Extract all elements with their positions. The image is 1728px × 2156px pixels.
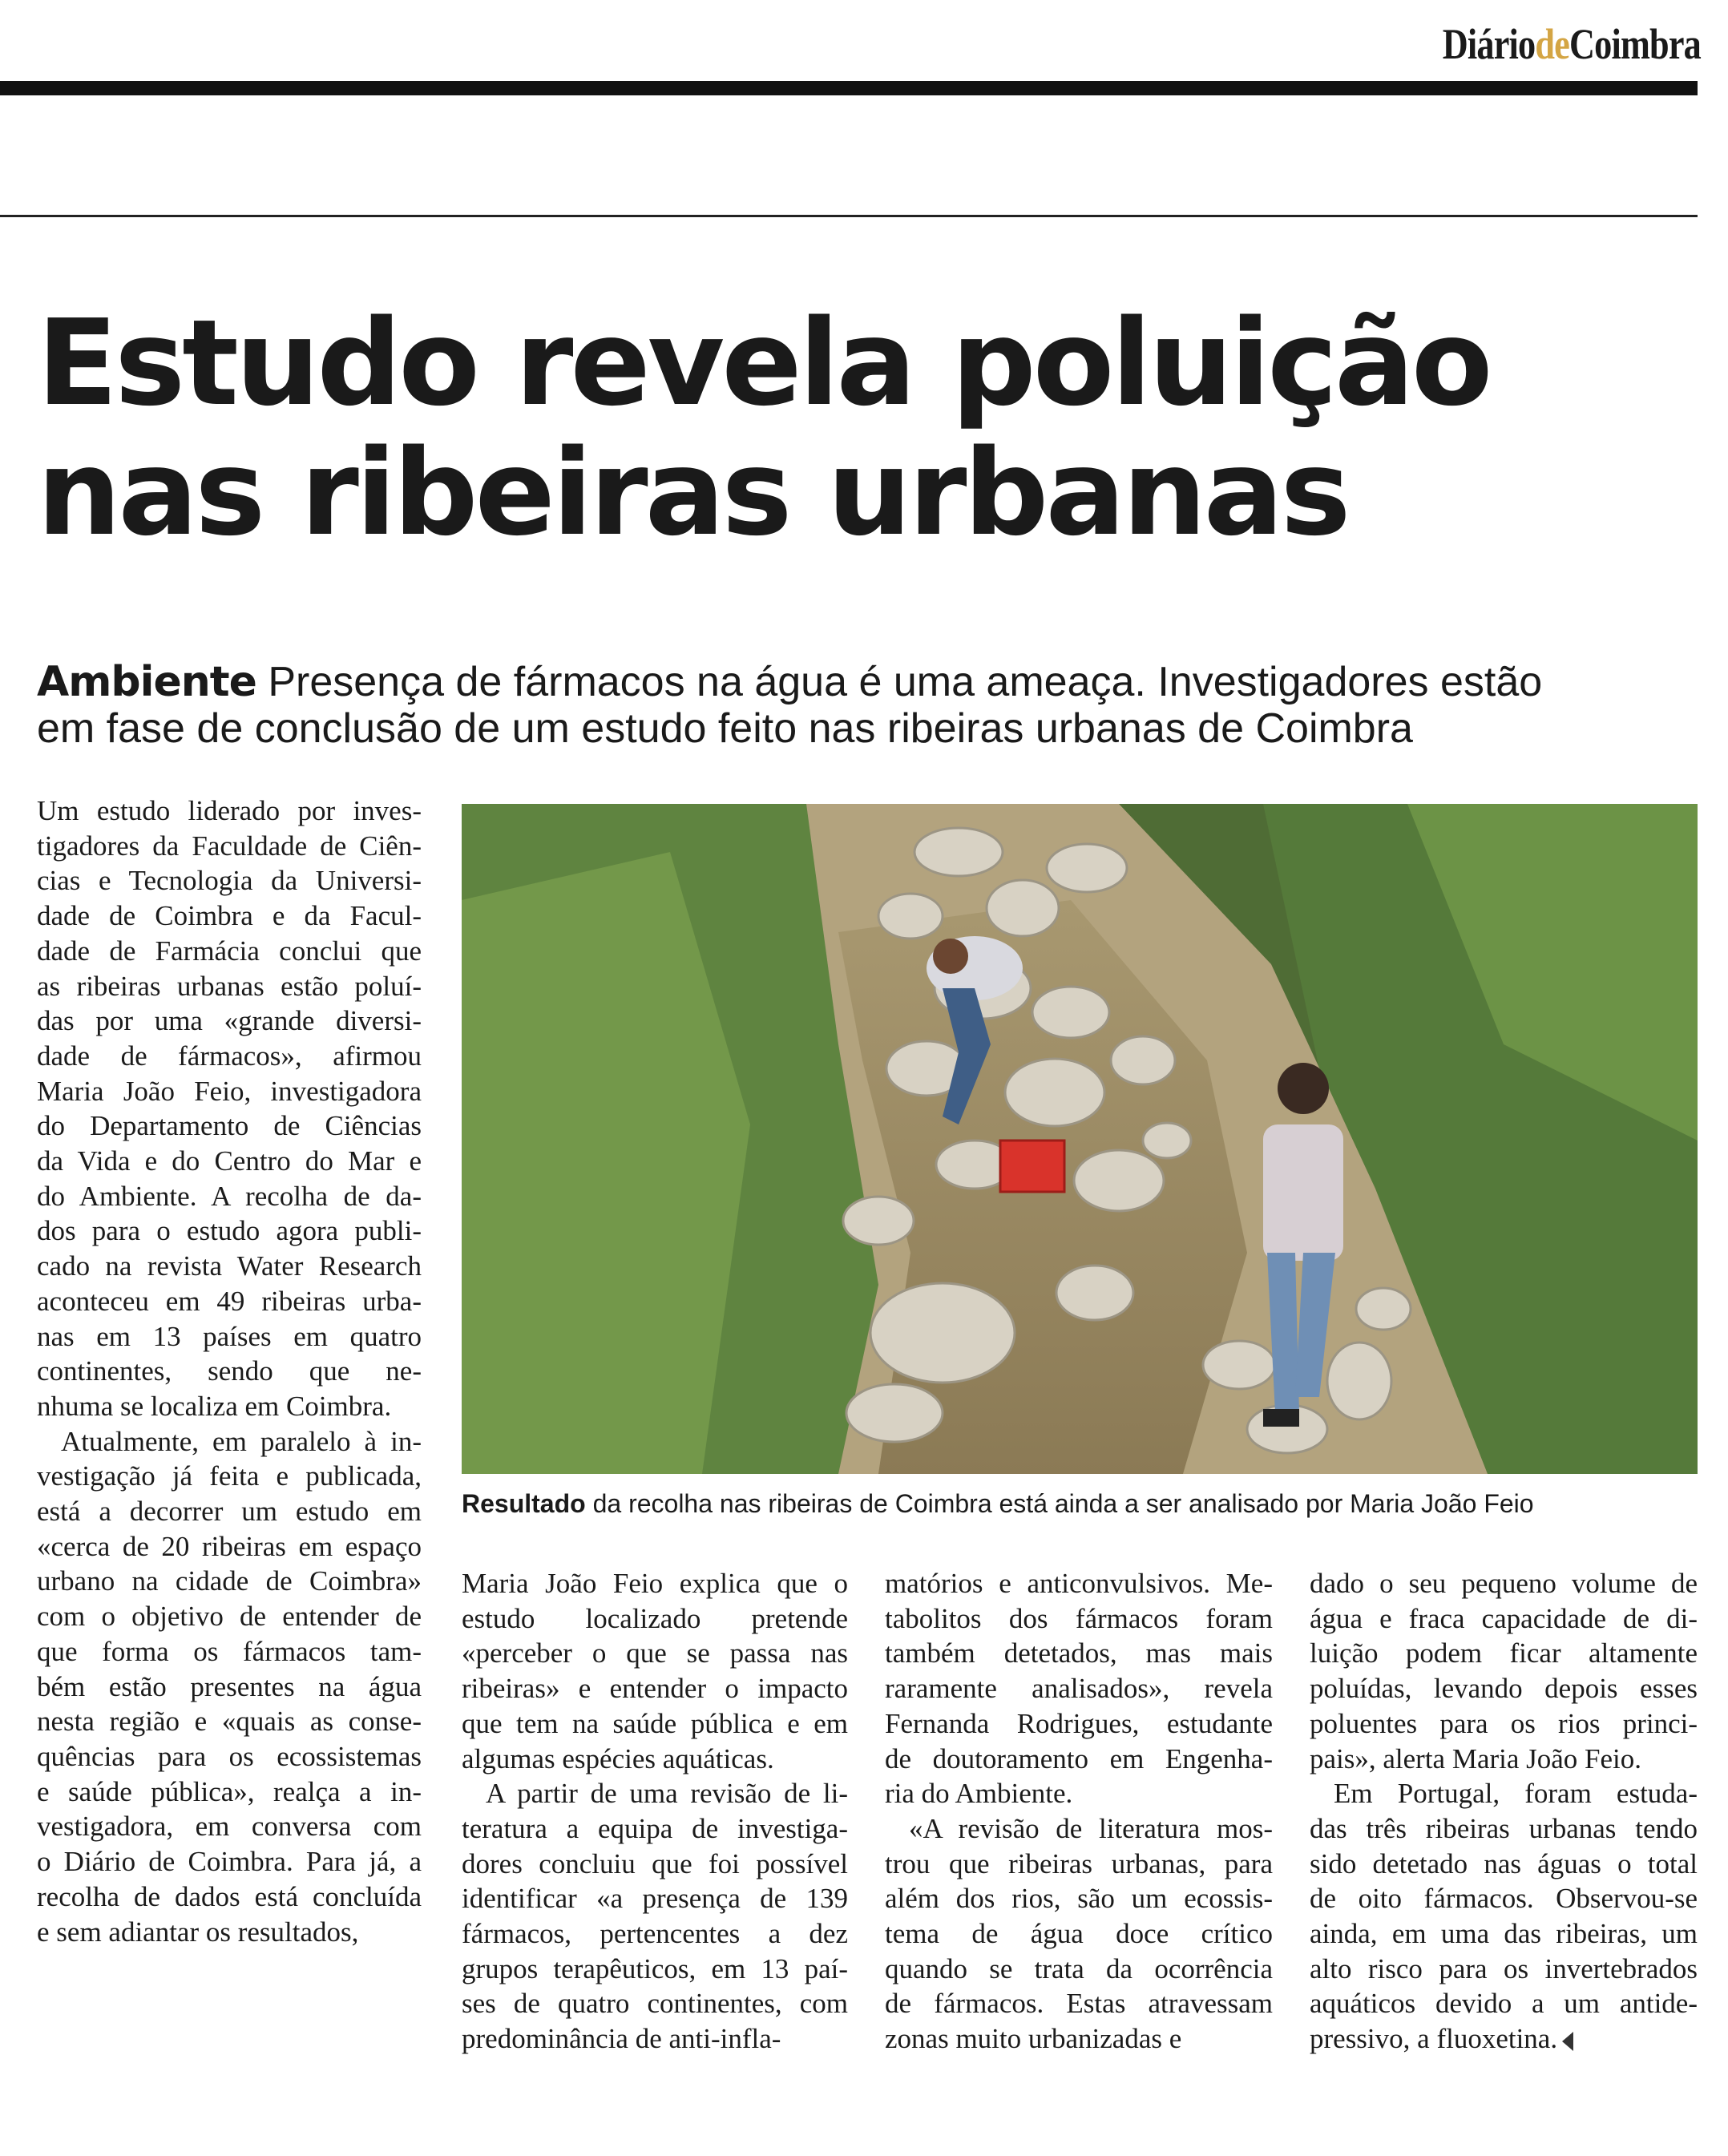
body-text-line: está a decorrer um estudo em: [37, 1496, 422, 1528]
masthead-part-3: Coimbra: [1569, 20, 1701, 68]
body-text-line: dores concluiu que foi possível: [462, 1847, 848, 1879]
body-text-line: das três ribeiras urbanas tendo: [1310, 1812, 1698, 1844]
body-text-line: ribeiras» e entender o impacto: [462, 1673, 848, 1705]
article-headline: [37, 294, 1688, 562]
body-text-line: grupos terapêuticos, em 13 paí-: [462, 1952, 848, 1984]
body-text-line: ria do Ambiente.: [885, 1778, 1073, 1810]
body-text-line: ainda, em uma das ribeiras, um: [1310, 1918, 1698, 1950]
masthead-logo: [1443, 19, 1701, 69]
body-text-line: do Departamento de Ciências: [37, 1110, 422, 1142]
subhead-text-line-1: Presença de fármacos na água é uma ameaça. Investigadores estão: [268, 659, 1543, 705]
body-text-line: tabolitos dos fármacos foram: [885, 1602, 1273, 1634]
end-of-article-icon: [1562, 2032, 1573, 2051]
body-text-line: o Diário de Coimbra. Para já, a: [37, 1846, 422, 1878]
body-text-line: Em Portugal, foram estuda-: [1334, 1778, 1698, 1810]
body-text-line: de fármacos. Estas atravessam: [885, 1988, 1273, 2020]
body-text-line: aconteceu em 49 ribeiras urba-: [37, 1285, 422, 1317]
body-text-line: de doutoramento em Engenha-: [885, 1742, 1273, 1774]
caption-text: da recolha nas ribeiras de Coimbra está ainda a ser analisado por Maria João Feio: [592, 1489, 1534, 1518]
body-text-line: alto risco para os invertebrados: [1310, 1952, 1698, 1984]
body-text-line: Fernanda Rodrigues, estudante: [885, 1707, 1273, 1739]
masthead-part-2: de: [1535, 20, 1570, 68]
headline-line-1: Estudo revela poluição: [37, 294, 1490, 432]
masthead-part-1: Diário: [1442, 20, 1536, 68]
body-text-line: Maria João Feio, investigadora: [37, 1075, 422, 1107]
body-text-line: dade de Coimbra e da Facul-: [37, 900, 422, 932]
body-text-line: fármacos, pertencentes a dez: [462, 1918, 848, 1950]
body-text-line: teratura a equipa de investiga-: [462, 1812, 848, 1844]
body-text-line: matórios e anticonvulsivos. Me-: [885, 1568, 1273, 1599]
body-text-line: dado o seu pequeno volume de: [1310, 1568, 1698, 1599]
body-text-line: com o objetivo de entender de: [37, 1601, 422, 1633]
body-column-2: [462, 1566, 848, 2057]
article-photo: [462, 804, 1698, 1474]
body-text-line: «perceber o que se passa nas: [462, 1637, 848, 1669]
photo-stream-illustration: [462, 804, 1698, 1474]
body-text-line: identificar «a presença de 139: [462, 1883, 848, 1915]
article-subhead: [37, 659, 1704, 752]
body-text-line: que tem na saúde pública e em: [462, 1707, 848, 1739]
body-text-line: pais», alerta Maria João Feio.: [1310, 1742, 1642, 1774]
body-text-line: nhuma se localiza em Coimbra.: [37, 1390, 392, 1422]
body-text-line: pressivo, a fluoxetina.: [1310, 2021, 1698, 2057]
body-text-line: Atualmente, em paralelo à in-: [61, 1425, 422, 1457]
body-text-line: continentes, sendo que ne-: [37, 1355, 422, 1387]
body-text-line: dos para o estudo agora publi-: [37, 1215, 422, 1247]
body-text-line: quando se trata da ocorrência: [885, 1952, 1273, 1984]
body-text-line: A partir de uma revisão de li-: [486, 1778, 848, 1810]
body-text-line: Maria João Feio explica que o: [462, 1568, 848, 1599]
body-text-line: «cerca de 20 ribeiras em espaço: [37, 1530, 422, 1562]
body-text-line: dade de Farmácia conclui que: [37, 935, 422, 967]
photo-caption: [462, 1488, 1698, 1520]
subhead-kicker: Ambiente: [37, 658, 256, 706]
body-text-line: trou que ribeiras urbanas, para: [885, 1847, 1273, 1879]
body-text-line: «A revisão de literatura mos-: [909, 1812, 1273, 1844]
header-rule-thin: [0, 215, 1698, 217]
body-text-line: vestigadora, em conversa com: [37, 1811, 422, 1843]
body-text-line: além dos rios, são um ecossis-: [885, 1883, 1273, 1915]
caption-bold: Resultado: [462, 1489, 586, 1518]
body-text-line: urbano na cidade de Coimbra»: [37, 1565, 422, 1597]
body-text-line: do Ambiente. A recolha de da-: [37, 1180, 422, 1212]
body-text-line: cias e Tecnologia da Universi-: [37, 865, 422, 897]
body-text-line: luição podem ficar altamente: [1310, 1637, 1698, 1669]
body-text-line: da Vida e do Centro do Mar e: [37, 1145, 422, 1177]
body-text-line: recolha de dados está concluída: [37, 1880, 422, 1912]
body-column-4: [1310, 1566, 1698, 2057]
subhead-text-line-2: em fase de conclusão de um estudo feito nas ribeiras urbanas de Coimbra: [37, 705, 1413, 752]
body-text-line: nesta região e «quais as conse-: [37, 1706, 422, 1738]
body-text-line: Um estudo liderado por inves-: [37, 795, 422, 826]
body-text-line: nas em 13 países em quatro: [37, 1320, 422, 1352]
body-text-line: algumas espécies aquáticas.: [462, 1742, 774, 1774]
body-text-line: quências para os ecossistemas: [37, 1740, 422, 1772]
body-text-line: água e fraca capacidade de di-: [1310, 1602, 1698, 1634]
body-column-3: [885, 1566, 1273, 2057]
body-text-line: as ribeiras urbanas estão poluí-: [37, 970, 422, 1002]
body-text-line: cado na revista Water Research: [37, 1250, 422, 1282]
body-text-line: e sem adiantar os resultados,: [37, 1916, 359, 1948]
body-text-line: poluentes para os rios princi-: [1310, 1707, 1698, 1739]
body-text-line: zonas muito urbanizadas e: [885, 2023, 1182, 2055]
body-text-line: vestigação já feita e publicada,: [37, 1460, 422, 1492]
body-text-line: estudo localizado pretende: [462, 1602, 848, 1634]
body-text-line: raramente analisados», revela: [885, 1673, 1273, 1705]
body-column-1: [37, 793, 422, 1949]
body-text-line: poluídas, levando depois esses: [1310, 1673, 1698, 1705]
body-text-line: que forma os fármacos tam-: [37, 1635, 422, 1667]
headline-line-2: nas ribeiras urbanas: [37, 424, 1348, 562]
body-text-line: ses de quatro continentes, com: [462, 1988, 848, 2020]
body-text-line: de oito fármacos. Observou-se: [1310, 1883, 1698, 1915]
body-text-line: aquáticos devido a um antide-: [1310, 1988, 1698, 2020]
body-text-line: também detetados, mas mais: [885, 1637, 1273, 1669]
body-text-line: dade de fármacos», afirmou: [37, 1040, 422, 1072]
body-text-line: bém estão presentes na água: [37, 1670, 422, 1702]
body-text-line: das por uma «grande diversi-: [37, 1005, 422, 1037]
body-text-line: sido detetado nas águas o total: [1310, 1847, 1698, 1879]
header-rule-thick: [0, 81, 1698, 95]
body-text-line: e saúde pública», realça a in-: [37, 1775, 422, 1807]
body-text-line: predominância de anti-infla-: [462, 2023, 781, 2055]
body-text-line: tema de água doce crítico: [885, 1918, 1273, 1950]
body-text-line: tigadores da Faculdade de Ciên-: [37, 830, 422, 862]
